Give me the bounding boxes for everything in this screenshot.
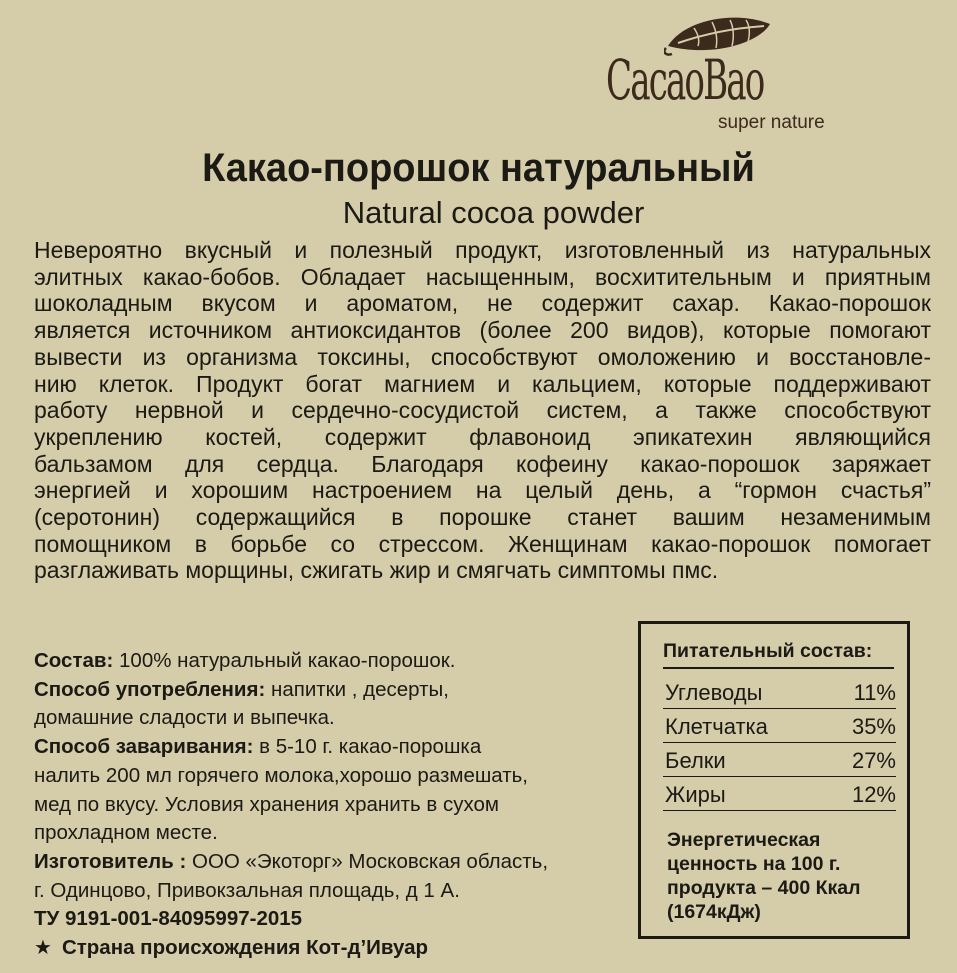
manufacturer-address: г. Одинцово, Привокзальная площадь, д 1 А. — [34, 878, 460, 902]
nutrient-name: Клетчатка — [665, 714, 768, 739]
brewing — [34, 733, 634, 762]
product-info — [34, 647, 634, 963]
description-line: энергией и хорошим настроением на целый день, а “гормон счастья” — [34, 477, 931, 504]
manufacturer-value: ООО «Экоторг» Московская область, — [186, 849, 549, 873]
description-line: разглаживать морщины, сжигать жир и смягчать симптомы пмс. — [34, 557, 719, 584]
tech-spec-text: ТУ 9191-001-84095997-2015 — [34, 907, 303, 931]
nutrition-row — [663, 778, 896, 811]
nutrition-table — [638, 621, 910, 939]
logo-wordmark: CacaoBao — [606, 48, 764, 112]
nutrient-value: 27% — [851, 748, 896, 773]
description-line: шоколадным вкусом и ароматом, не содержит сахар. Какао-порошок — [34, 290, 931, 317]
nutrient-name: Жиры — [665, 782, 726, 807]
energy-line: (1674кДж) — [667, 901, 761, 923]
brewing-value-cont: налить 200 мл горячего молока,хорошо размешать, — [34, 763, 529, 787]
nutrition-row — [663, 710, 896, 743]
usage — [34, 676, 634, 705]
nutrient-value: 12% — [851, 782, 896, 807]
energy-value — [667, 828, 903, 924]
brand-logo — [606, 12, 826, 137]
nutrition-header: Питательный состав: — [663, 640, 894, 669]
product-title-ru: Какао-порошок натуральный — [202, 146, 755, 190]
manufacturer — [34, 848, 634, 877]
description-line: работу нервной и сердечно-сосудистой систем, а также способствуют — [34, 397, 931, 424]
usage-label: Способ употребления: — [34, 677, 266, 701]
description-line: является источником антиоксидантов (более 200 видов), которые помогают — [34, 317, 931, 344]
usage-value-cont: домашние сладости и выпечка. — [34, 706, 335, 730]
description-line: вывести из организма токсины, способствуют омоложению и восстановле- — [34, 343, 931, 370]
brewing-value: в 5-10 г. какао-порошка — [253, 735, 482, 759]
brewing-value-cont: мед по вкусу. Условия хранения хранить в сухом — [34, 792, 500, 816]
nutrient-name: Белки — [665, 748, 726, 773]
energy-line: продукта – 400 Ккал — [667, 877, 861, 899]
manufacturer-label: Изготовитель : — [34, 849, 187, 873]
brewing-value-cont: прохладном месте. — [34, 821, 218, 845]
nutrient-value: 35% — [851, 714, 896, 739]
country-of-origin — [34, 934, 634, 963]
description-line: (серотонин) содержащийся в порошке станет вашим незаменимым — [34, 504, 931, 531]
description-line: нию клеток. Продукт богат магнием и кальцием, которые поддерживают — [34, 370, 931, 397]
usage-value: напитки , десерты, — [265, 677, 449, 701]
description-line: элитных какао-бобов. Обладает насыщенным, восхитительным и приятным — [34, 263, 931, 290]
composition — [34, 647, 634, 676]
tech-spec — [34, 905, 634, 934]
star-icon: ★ — [34, 937, 52, 960]
energy-line: ценность на 100 г. — [667, 853, 841, 875]
description-line: укреплению костей, содержит флавоноид эпикатехин являющийся — [34, 423, 931, 450]
product-description — [34, 237, 931, 584]
description-line: Невероятно вкусный и полезный продукт, изготовленный из натуральных — [34, 237, 931, 263]
energy-line: Энергетическая — [667, 829, 821, 851]
nutrient-name: Углеводы — [665, 680, 763, 705]
logo-tagline: super nature — [718, 112, 825, 133]
product-title-en: Natural cocoa powder — [342, 195, 645, 230]
description-line: помощником в борьбе со стрессом. Женщинам какао-порошок помогает — [34, 530, 931, 557]
nutrient-value: 11% — [853, 680, 896, 705]
nutrition-row — [663, 744, 896, 777]
composition-label: Состав: — [34, 649, 114, 672]
country-of-origin-text: Страна происхождения Кот-д’Ивуар — [61, 936, 429, 960]
brewing-label: Способ заваривания: — [34, 735, 254, 759]
nutrition-row — [663, 676, 896, 709]
composition-value: 100% натуральный какао-порошок. — [113, 649, 456, 672]
description-line: бальзамом для сердца. Благодаря кофеину какао-порошок заряжает — [34, 450, 931, 477]
